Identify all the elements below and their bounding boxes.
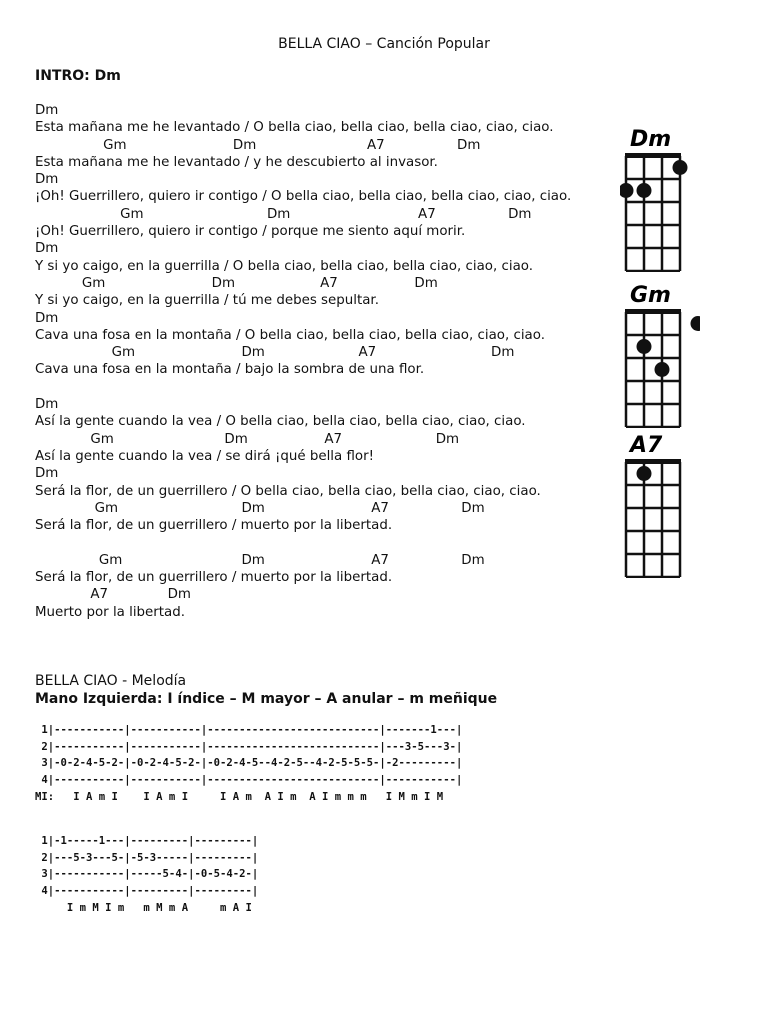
tab-fingering: I m M I m m M m A m A I: [35, 901, 252, 914]
chord-diagram-a7: [620, 428, 700, 578]
lyric-line: Cava una fosa en la montaña / O bella ciao, bella ciao, bella ciao, ciao, ciao.: [35, 327, 545, 343]
tab-string-3: 3|-0-2-4-5-2-|-0-2-4-5-2-|-0-2-4-5--4-2-5--4-2-5-5-5-|-2---------|: [35, 757, 463, 770]
lyric-line: Esta mañana me he levantado / O bella ciao, bella ciao, bella ciao, ciao, ciao.: [35, 120, 554, 136]
lyric-line: Y si yo caigo, en la guerrilla / tú me debes sepultar.: [35, 293, 379, 309]
finger-dot: [637, 339, 652, 354]
chord-nut: [625, 459, 681, 464]
chord-name: A7: [630, 433, 663, 458]
lyric-line: Dm: [35, 241, 59, 257]
tab-string-1: 1|-----------|-----------|---------------------------|-------1---|: [35, 724, 463, 736]
chord-name: Gm: [630, 283, 671, 308]
lyric-line: Gm Dm A7 Dm: [35, 431, 460, 447]
intro-line: INTRO: Dm: [35, 68, 121, 84]
finger-dot: [637, 466, 652, 481]
lyric-line: Será la flor, de un guerrillero / muerto por la libertad.: [35, 570, 393, 586]
lyric-line: Y si yo caigo, en la guerrilla / O bella ciao, bella ciao, bella ciao, ciao, ciao.: [35, 258, 534, 274]
lyric-line: Gm Dm A7 Dm: [35, 552, 485, 568]
lyric-line: ¡Oh! Guerrillero, quiero ir contigo / O bella ciao, bella ciao, bella ciao, ciao, ciao.: [35, 189, 572, 205]
lyric-line: Dm: [35, 466, 59, 482]
lyric-line: Cava una fosa en la montaña / bajo la sombra de una flor.: [35, 362, 425, 378]
lyric-line: A7 Dm: [35, 587, 191, 603]
chord-nut: [625, 153, 681, 158]
tab-string-4: 4|-----------|-----------|---------------------------|-----------|: [35, 774, 463, 787]
lyric-line: Gm Dm A7 Dm: [35, 206, 532, 222]
chord-diagram-gm: [620, 278, 700, 428]
tablature-2: [35, 833, 258, 916]
tab-fingering: MI: I A m I I A m I I A m A I m A I m m m I M m I M: [35, 790, 444, 803]
chord-name: Dm: [630, 127, 672, 152]
lyric-line: Dm: [35, 172, 59, 188]
lyric-line: Gm Dm A7 Dm: [35, 137, 481, 153]
lyric-line: Así la gente cuando la vea / se dirá ¡qué bella flor!: [35, 448, 374, 464]
tab-string-4: 4|-----------|---------|---------|: [35, 885, 259, 898]
chord-nut: [625, 309, 681, 314]
song-title: BELLA CIAO – Canción Popular: [278, 36, 490, 52]
lyric-line: Gm Dm A7 Dm: [35, 500, 485, 516]
lyric-line: Dm: [35, 103, 59, 118]
finger-dot: [655, 362, 670, 377]
lyric-line: Dm: [35, 310, 59, 326]
tab-string-2: 2|-----------|-----------|---------------------------|---3-5---3-|: [35, 740, 463, 753]
lyric-line: Dm: [35, 397, 59, 413]
tablature-1: [35, 722, 462, 805]
finger-dot: [673, 160, 688, 175]
tab-string-2: 2|---5-3---5-|-5-3-----|---------|: [35, 851, 259, 864]
lyric-line: Esta mañana me he levantado / y he descubierto al invasor.: [35, 154, 438, 170]
lyric-line: ¡Oh! Guerrillero, quiero ir contigo / porque me siento aquí morir.: [35, 224, 466, 240]
finger-dot: [620, 183, 634, 198]
lyric-line: Será la flor, de un guerrillero / O bella ciao, bella ciao, bella ciao, ciao, ciao.: [35, 483, 541, 499]
lyric-line: Será la flor, de un guerrillero / muerto por la libertad.: [35, 518, 393, 534]
lyric-line: Muerto por la libertad.: [35, 604, 186, 620]
chord-diagram-dm: [620, 122, 700, 272]
melody-title: BELLA CIAO - Melodía: [35, 673, 187, 689]
lyric-line: Gm Dm A7 Dm: [35, 275, 438, 291]
lyric-line: Gm Dm A7 Dm: [35, 345, 515, 361]
finger-legend: Mano Izquierda: I índice – M mayor – A anular – m meñique: [35, 691, 498, 707]
lyric-line: Así la gente cuando la vea / O bella ciao, bella ciao, bella ciao, ciao, ciao.: [35, 414, 526, 430]
finger-dot: [691, 316, 701, 331]
tab-string-1: 1|-1-----1---|---------|---------|: [35, 835, 259, 847]
lyric-line: [35, 379, 615, 396]
lyric-line: [35, 534, 615, 551]
finger-dot: [637, 183, 652, 198]
tab-string-3: 3|-----------|-----5-4-|-0-5-4-2-|: [35, 868, 259, 881]
lyrics-block: [35, 102, 615, 621]
